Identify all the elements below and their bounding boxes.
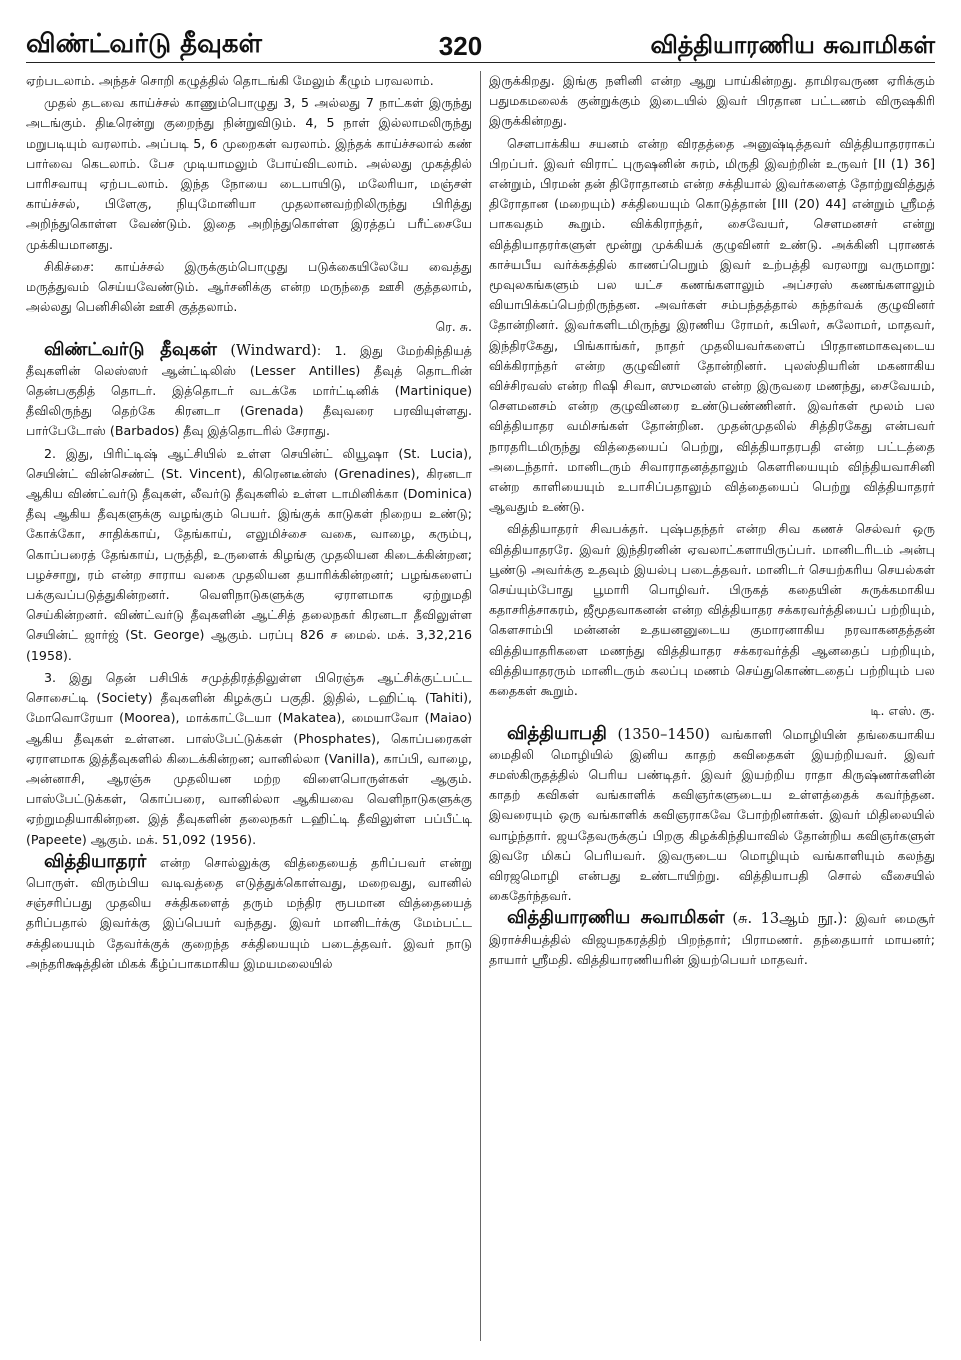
paragraph [489,71,935,132]
paragraph [26,71,472,91]
paragraph-text: : 1. இது மேற்கிந்தியத் தீவுகளின் லெஸ்ஸர் ஆன்ட்டிலிஸ் (Lesser Antilles) தீவுத் தொடரின் தென்பகுதித் தொடர். இத்தொடர் வடக்கே மார்ட்டினிக் (Martinique) தீவிலிருந்து தெற்கே கிரனடா (Grenada) தீவுவரை பரவியுள்ளது. பார்பேடோஸ் (Barbados) தீவு இத்தொடரில் சேராது. [26,342,472,439]
entry-title: வித்தியாதரர் [44,850,147,872]
page-number: 320 [438,31,483,61]
paragraph [26,444,472,666]
paragraph [26,93,472,255]
paragraph-text: : இவர் மைசூர் இராச்சியத்தில் விஜயநகரத்திற் பிறந்தார்; பிராமணர். தந்தையார் மாயனர்; தாயார் ஸ்ரீமதி. வித்தியாரணியரின் இயற்பெயர் மாதவர். [489,911,935,967]
paragraph-text: சிகிச்சை: காய்ச்சல் இருக்கும்பொழுது படுக்கையிலேயே வைத்து மருத்துவம் செய்யவேண்டும். ஆர்சனிக்கு என்ற மருந்தை ஊசி குத்தலாம், அல்லது பெனிசிலின் ஊசி குத்தலாம். [26,258,472,315]
entry-paragraph [26,852,472,974]
entry-paragraph [489,908,935,970]
running-head-right: வித்தியாரணிய சுவாமிகள் [650,31,935,59]
paragraph-text: 3. இது தென் பசிபிக் சமுத்திரத்திலுள்ள பிரெஞ்சு ஆட்சிக்குட்பட்ட சொசைட்டி (Society) தீவுகளின் கிழக்குப் பகுதி. இதில், டஹிட்டி (Tahiti), மோவொரேயா (Moorea), மாக்காட்டேயா (Makatea), மையாவோ (Maiao) ஆகிய தீவுகள் உள்ளன. பாஸ்பேட்டுக்கள் (Phosphates), கொப்பரைகள் ஏராளமாக இத்தீவுகளில் கிடைக்கின்றன; வானில்லா (Vanilla), காப்பி, வாழை, அன்னாசி, ஆரஞ்சு முதலியன மற்ற விளைபொருள்கள் ஆகும். பாஸ்பேட்டுக்கள், கொப்பரை, வானில்லா ஆகியவை வெளிநாடுகளுக்கு ஏற்றுமதியாகின்றன. இத் தீவுகளின் தலைநகர் டஹிட்டி தீவிலுள்ள பப்பீட்டி (Papeete) ஆகும். மக். 51,092 (1956). [26,669,472,847]
left-column [26,71,472,1341]
paragraph-text: 2. இது, பிரிட்டிஷ் ஆட்சியில் உள்ள செயின்ட் லியூஷா (St. Lucia), செயின்ட் வின்செண்ட் (St. Vincent), கிரெனடீன்ஸ் (Grenadines), கிரனடா ஆகிய விண்ட்வர்டு தீவுகள், லீவர்டு தீவுகளில் உள்ள டாமினிக்கா (Dominica) தீவு ஆகிய தீவுகளுக்கு வழங்கும் பெயர். இங்குக் காடுகள் நிறைய உண்டு; கோக்கோ, சாதிக்காய், தேங்காய், எலுமிச்சை வகை, வாழை, கரும்பு, கொப்பரைத் தேங்காய், பருத்தி, உருளைக் கிழங்கு முதலியன கிடைக்கின்றன; பழச்சாறு, ரம் என்ற சாராய வகை முதலியன தயாரிக்கின்றனர்; பழங்களைப் பக்குவப்படுத்துகின்றனர். வெளிநாடுகளுக்கு ஏராளமாக ஏற்றுமதி செய்கின்றனர். விண்ட்வர்டு தீவுகளின் ஆட்சித் தலைநகர் கிரனடா தீவிலுள்ள செயின்ட் ஜார்ஜ் (St. George) ஆகும். பரப்பு 826 ச மைல். மக். 3,32,216 (1958). [26,445,472,663]
page-header [26,18,935,63]
paragraph-text: வங்காளி மொழியின் தங்கையாகிய மைதிலி மொழியில் இனிய காதற் கவிதைகள் இயற்றியவர். இவர் சமஸ்கிருதத்தில் பெரிய பண்டிதர். இவர் இயற்றிய ராதா கிருஷ்ணர்களின் காதற் கவிகள் வங்காளிக் கவிஞர்களுடைய உள்ளத்தைக் கவர்ந்தன. இவரையும் ஒரு வங்காளிக் கவிஞராகவே போற்றினர்கள். இவர் மிதிலையில் வாழ்ந்தார். ஜயதேவருக்குப் பிறகு கிழக்கிந்தியாவில் தோன்றிய கவிஞர்களுள் இவரே மிகப் பெரியவர். இவருடைய மொழியும் வங்காளியும் கலந்து விரஜமொழி என்பது உண்டாயிற்று. வித்தியாபதி சொல் வீசையில் கைதேர்ந்தவர். [489,726,935,904]
paragraph [26,668,472,850]
entry-title: விண்ட்வர்டு தீவுகள் [44,338,217,360]
column-divider [480,71,481,1341]
entry-title: வித்தியாரணிய சுவாமிகள் [507,907,725,929]
author-initials: டி. எஸ். கு. [870,703,935,719]
two-column-body [26,71,935,1341]
entry-gloss: (1350–1450) [617,726,710,743]
paragraph [489,134,935,518]
running-head-left: விண்ட்வர்டு தீவுகள் [26,29,262,59]
right-column [489,71,935,1341]
paragraph-text: சௌபாக்கிய சயனம் என்ற விரதத்தை அனுஷ்டித்தவர் வித்தியாதரராகப் பிறப்பர். இவர் விராட் புருஷனின் சுரம், மிருதி இவற்றின் உருவர் [II (1) 36] என்றும், பிரமன் தன் திரோதானம் என்ற சக்தியால் இவர்களைத் தோற்றுவித்துத் திரோதான (மறையும்) சக்தியையும் கொடுத்தான் [III (20) 44] என்றும் ஸ்ரீமத் பாகவதம் கூறும். விக்கிராந்தர், சைவேயர், சௌமனசர் என்று வித்தியாதரர்களுள் மூன்று முக்கியக் குழுவினர் உண்டு. அக்கினி புராணக் காச்யபீய வர்க்கத்தில் காணப்பெறும் இவர் உற்பத்தி வரலாறு வருமாறு: மூவுலகங்களும் பல யட்ச கணங்களாலும் அப்சரஸ் கணங்களாலும் வியாபிக்கப்பெற்றிருந்தன. அவர்கள் சம்பந்தத்தால் கந்தர்வக் குழுவினர் தோன்றினர். இவர்களிடமிருந்து இரணிய ரோமர், கபிலர், சுலோமர், மாதவர், இந்திரகேது, பிங்காங்கர், நாதர் முதலியவர்களைப் பிரதானமாகவுடைய விக்கிராந்தர் என்ற குழுவினர் தோன்றினர். புலஸ்தியரின் மகனாகிய விச்சிரவஸ் என்ற ரிஷி சிவா, ஸுமனஸ் என்ற இருவரை மணந்து, சைவேயம், சௌமனசம் என்ற குழுவினரை உண்டுபண்ணினர். இவர்கள் மூலம் பல வித்தியாதர வமிசங்கள் தோன்றின. முதன்முதலில் சித்திரகேது என்பவர் நாரதரிடமிருந்து வித்தையைப் பெற்று, வித்தியாதரபதி என்ற பட்டத்தை அடைந்தார். மானிடரும் சிவாராதனத்தாலும் கௌரியையும் விந்தியவாசினி என்ற காளியையும் உபாசிப்பதாலும் வித்தையைப் பெற்று வித்தியாதரர் ஆவதும் உண்டு. [489,135,935,515]
entry-title: வித்தியாபதி [507,722,607,744]
author-initials: ரெ. சு. [435,319,472,335]
entry-gloss: (சு. 13ஆம் நூ.) [732,911,844,928]
paragraph-text: வித்தியாதரர் சிவபக்தர். புஷ்பதந்தர் என்ற சிவ கணச் செல்வர் ஒரு வித்தியாதரரே. இவர் இந்திரனின் ஏவலாட்களாயிருப்பர். மானிடரிடம் அன்பு பூண்டு அவர்க்கு உதவும் இயல்பு படைத்தவர். மானிடர் செயற்கரிய செயல்கள் செய்யும்போது பூமாரி பொழிவர். பிருகத் கதையின் சுருக்கமாகிய கதாசரித்சாகரம், ஜீமூதவாகனன் என்ற வித்தியாதர சக்கரவர்த்தியைப் பற்றியும், கௌசாம்பி மன்னன் உதயனனுடைய குமாரனாகிய நரவாகனதத்தன் வித்தியாதரிகளை மணந்து வித்தியாதர சக்கரவர்த்தி ஆனதைப் பற்றியும், வித்தியாதரரும் மானிடரும் கலப்பு மணம் செய்துகொண்டதைப் பற்றியும் பல கதைகள் கூறும். [489,521,935,699]
paragraph [489,519,935,721]
paragraph-text: என்ற சொல்லுக்கு வித்தையைத் தரிப்பவர் என்று பொருள். விரும்பிய வடிவத்தை எடுத்துக்கொள்வது, மறைவது, வானில் சஞ்சரிப்பது முதலிய சக்திகளைத் தரும் மந்திர ரூபமான வித்தையைத் தரிப்பதால் இவர்க்கு இப்பெயர் வந்தது. இவர் மானிடர்க்கு மேம்பட்ட சக்தியையும் தேவர்க்குக் குறைந்த சக்தியையும் படைத்தவர். இவர் நாடு அந்தரிக்ஷத்தின் மிகக் கீழ்ப்பாகமாகிய இமயமலையில் [26,854,472,971]
paragraph-text: ஏற்படலாம். அந்தச் சொறி கழுத்தில் தொடங்கி மேலும் கீழும் பரவலாம். [26,73,434,88]
entry-gloss: (Windward) [230,342,317,359]
entry-paragraph [26,340,472,442]
paragraph [26,257,472,338]
paragraph-text: இருக்கிறது. இங்கு நளினி என்ற ஆறு பாய்கின்றது. தாமிரவருண ஏரிக்கும் பதுமகமலைக் குன்றுக்கும் இடையில் இவர் பிரதான பட்டணம் விருஷகிரி இருக்கின்றது. [489,73,935,129]
paragraph-text: முதல் தடவை காய்ச்சல் காணும்பொழுது 3, 5 அல்லது 7 நாட்கள் இருந்து அடங்கும். திடீரென்று குறைந்து நின்றுவிடும். 4, 5 நாள் இல்லாமலிருந்து மறுபடியும் வரலாம். அப்படி 5, 6 முறைகள் வரலாம். இந்தக் காய்ச்சலால் கண் பார்வை கெடலாம். பேச முடியாமலும் போய்விடலாம். அல்லது முகத்தில் பாரிசவாயு ஏற்படலாம். இந்த நோயை டைபாயிடு, மலேரியா, மஞ்சள் காய்ச்சல், பிளேகு, நியுமோனியா முதலானவற்றிலிருந்து பிரித்து அறிந்துகொள்ள வேண்டும். இதை அறிந்துகொள்ள இரத்தப் பரீட்சையே முக்கியமானது. [26,95,472,252]
entry-paragraph [489,724,935,907]
